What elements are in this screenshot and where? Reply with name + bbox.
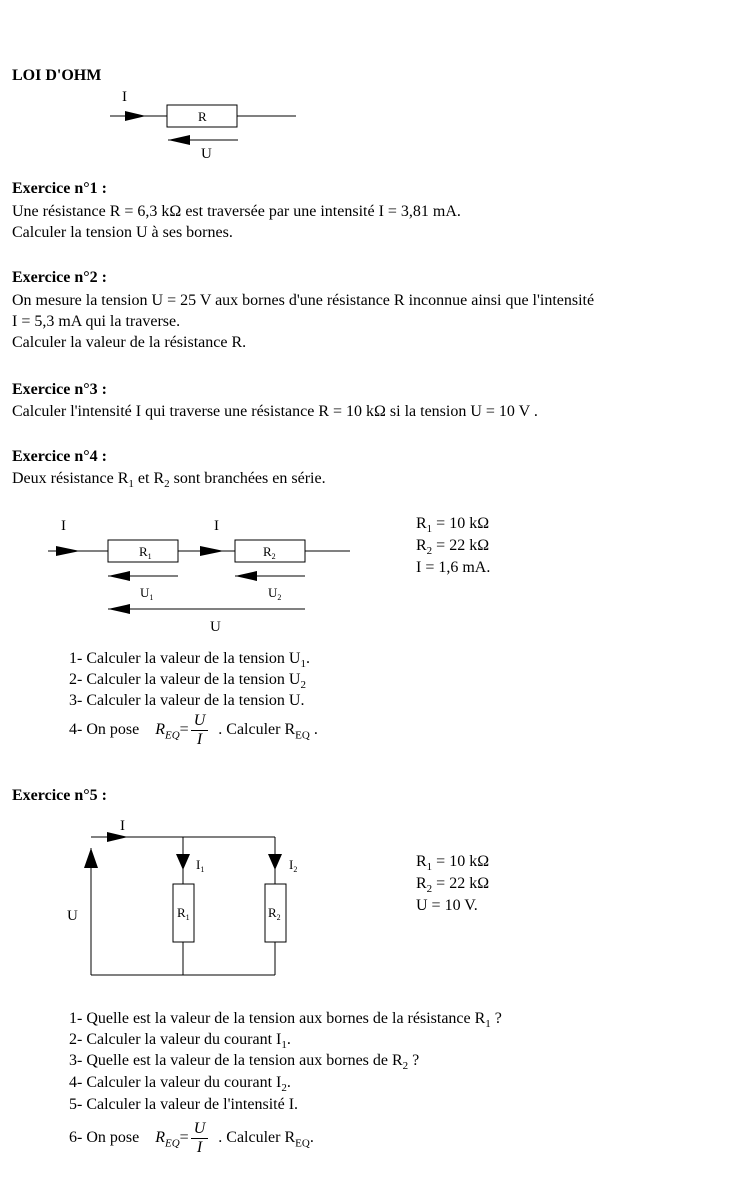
ex5-value-u: U = 10 V. — [416, 897, 478, 914]
u-label: U — [67, 908, 78, 924]
ex4-question-2: 2- Calculer la valeur de la tension $U_2$ — [69, 671, 306, 692]
current-label-1: I — [61, 518, 66, 534]
ex5-question-1: 1- Quelle est la valeur de la tension aux bornes de la résistance $R_1$ ? — [69, 1010, 502, 1031]
ex5-question-2: 2- Calculer la valeur du courant $I_1$. — [69, 1031, 291, 1052]
ex4-value-i: I = 1,6 mA. — [416, 559, 491, 576]
u1-label: $U_1$ — [140, 585, 154, 602]
ex5-value-r2: $R_2 = 22$ kΩ — [416, 875, 490, 896]
current-arrow-icon — [268, 854, 282, 870]
r1-label: $R_1$ — [139, 544, 152, 561]
ex4-value-r1: $R_1 = 10$ kΩ — [416, 515, 490, 536]
r2-label: $R_2$ — [268, 905, 281, 922]
current-label: I — [120, 818, 125, 834]
ex5-question-6: 6- On pose $R_{EQ}=$ $\frac{U}{I}$ . Calculer $R_{EQ}$. — [69, 1120, 314, 1156]
current-arrow-icon — [176, 854, 190, 870]
ex1-heading: Exercice n°1 : — [12, 180, 107, 197]
r1-label: $R_1$ — [177, 905, 190, 922]
ex2-line-2: I = 5,3 mA qui la traverse. — [12, 313, 181, 330]
ex4-question-4: 4- On pose $R_{EQ}=$ $\frac{U}{I}$ . Calculer $R_{EQ}$ . — [69, 712, 318, 748]
i1-label: $I_1$ — [196, 857, 205, 874]
ex1-line-1: Une résistance R = 6,3 kΩ est traversée par une intensité I = 3,81 mA. — [12, 203, 461, 220]
resistor-label: R — [198, 109, 207, 124]
ex5-heading: Exercice n°5 : — [12, 787, 107, 804]
ex5-question-3: 3- Quelle est la valeur de la tension aux bornes de $R_2$ ? — [69, 1052, 420, 1073]
ex3-line-1: Calculer l'intensité I qui traverse une résistance R = 10 kΩ si la tension U = 10 V . — [12, 403, 538, 420]
ex5-question-5: 5- Calculer la valeur de l'intensité I. — [69, 1096, 299, 1113]
ex4-question-1: 1- Calculer la valeur de la tension $U_1$. — [69, 650, 310, 671]
u-label: U — [210, 619, 221, 635]
ex4-question-3: 3- Calculer la valeur de la tension U. — [69, 692, 305, 709]
ex2-heading: Exercice n°2 : — [12, 269, 107, 286]
ex1-line-2: Calculer la tension U à ses bornes. — [12, 224, 233, 241]
r2-label: $R_2$ — [263, 544, 276, 561]
ex2-line-1: On mesure la tension U = 25 V aux bornes d'une résistance R inconnue ainsi que l'intensité — [12, 292, 595, 309]
voltage-label: U — [201, 146, 212, 162]
ex4-value-r2: $R_2 = 22$ kΩ — [416, 537, 490, 558]
formula-fraction: $\frac{U}{I}$ — [191, 712, 209, 749]
current-label: I — [122, 89, 127, 105]
current-label-2: I — [214, 518, 219, 534]
ex4-heading: Exercice n°4 : — [12, 448, 107, 465]
i2-label: $I_2$ — [289, 857, 298, 874]
ex5-value-r1: $R_1 = 10$ kΩ — [416, 853, 490, 874]
page-title: LOI D'OHM — [12, 67, 102, 84]
ex3-heading: Exercice n°3 : — [12, 381, 107, 398]
voltage-arrow-icon — [84, 848, 98, 868]
u2-label: $U_2$ — [268, 585, 282, 602]
ex2-line-3: Calculer la valeur de la résistance R. — [12, 334, 247, 351]
formula-fraction: $\frac{U}{I}$ — [191, 1120, 209, 1157]
ex4-intro: Deux résistance $R_1$ et $R_2$ sont branchées en série. — [12, 470, 326, 491]
ex5-question-4: 4- Calculer la valeur du courant $I_2$. — [69, 1074, 291, 1095]
